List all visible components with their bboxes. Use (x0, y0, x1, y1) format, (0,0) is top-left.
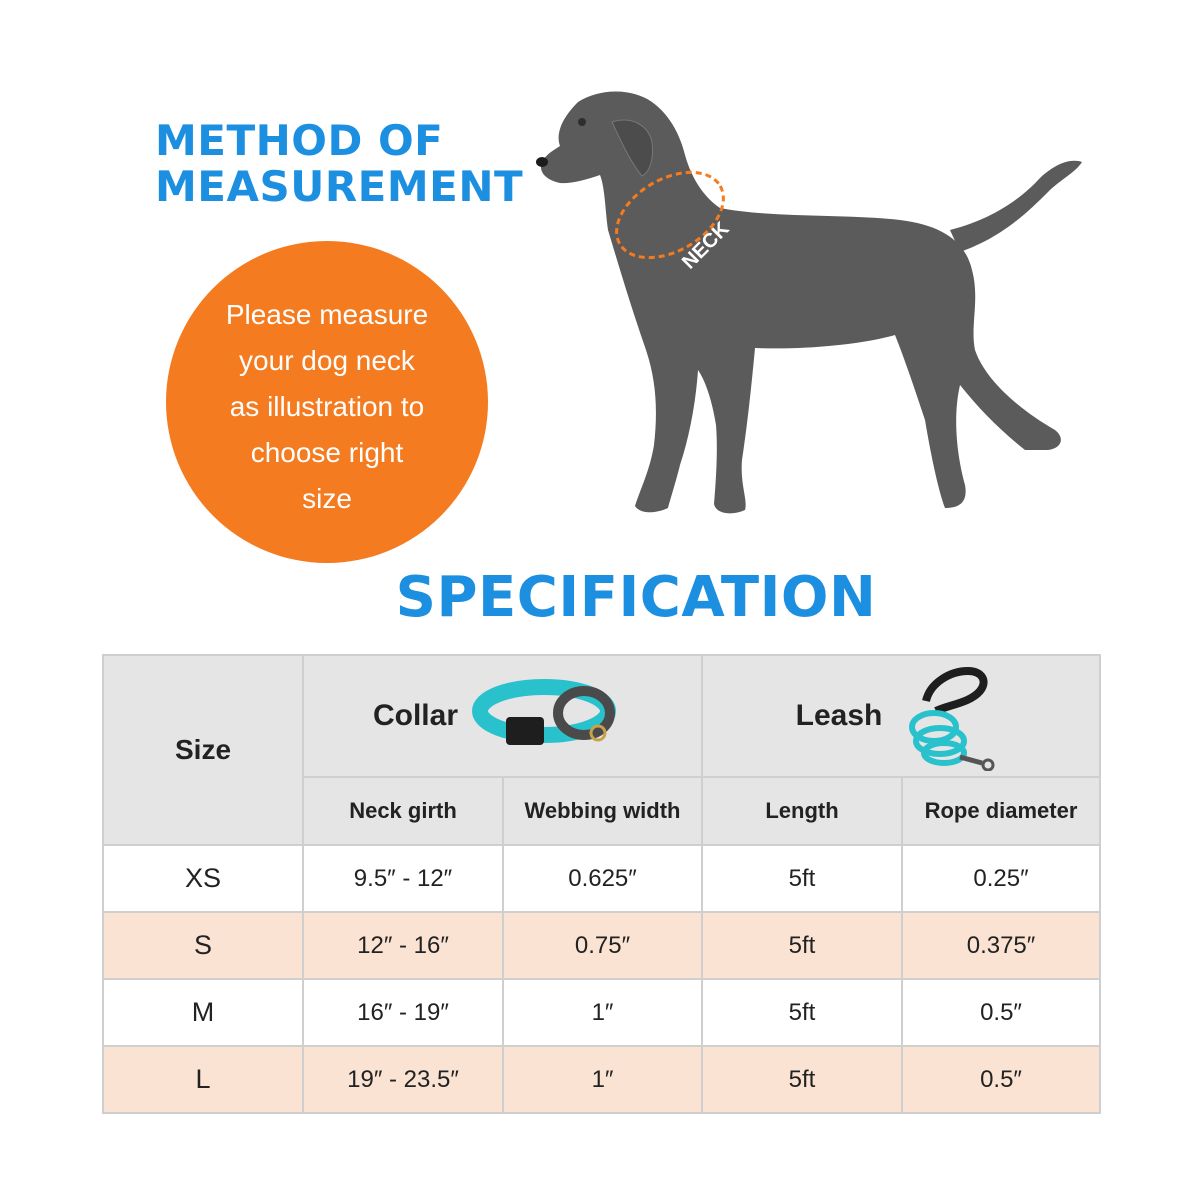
method-title-line1: METHOD OF (155, 116, 444, 165)
size-header: Size (174, 734, 232, 765)
webbing-width-header (503, 777, 702, 845)
dog-body (541, 92, 1061, 514)
webbing-width-cell: 1″ (503, 979, 702, 1046)
neck-girth-cell: 9.5″ - 12″ (303, 845, 503, 912)
length-cell: 5ft (702, 1046, 902, 1113)
rope-diameter-cell: 0.5″ (902, 1046, 1100, 1113)
instruction-circle (166, 241, 488, 563)
collar-header-cell (303, 655, 702, 777)
method-title-line2: MEASUREMENT (155, 162, 524, 211)
neck-girth-header (303, 777, 503, 845)
webbing-width-cell: 0.75″ (503, 912, 702, 979)
sub-header-label: Neck girth (349, 798, 457, 823)
length-cell: 5ft (702, 912, 902, 979)
dog-illustration (520, 80, 1090, 530)
sub-header-label: Length (765, 798, 839, 823)
rope-diameter-header (902, 777, 1100, 845)
table-row (103, 845, 1100, 912)
length-header (702, 777, 902, 845)
webbing-width-cell: 1″ (503, 1046, 702, 1113)
specification-title: SPECIFICATION (395, 565, 877, 630)
neck-label: NECK (677, 217, 734, 274)
collar-header: Collar (372, 699, 459, 732)
method-of-measurement-title (155, 118, 523, 210)
leash-icon (896, 661, 1006, 771)
dog-tail (950, 161, 1082, 252)
sub-header-label: Webbing width (524, 798, 681, 823)
dog-eye (578, 118, 586, 126)
neck-girth-cell: 12″ - 16″ (303, 912, 503, 979)
size-cell: S (103, 912, 303, 979)
dog-nose (536, 157, 548, 167)
table-row (103, 979, 1100, 1046)
rope-diameter-cell: 0.25″ (902, 845, 1100, 912)
length-cell: 5ft (702, 979, 902, 1046)
webbing-width-cell: 0.625″ (503, 845, 702, 912)
collar-icon (472, 673, 632, 759)
length-cell: 5ft (702, 845, 902, 912)
neck-girth-cell: 19″ - 23.5″ (303, 1046, 503, 1113)
instruction-text: Please measure your dog neck as illustration to choose right size (225, 299, 429, 514)
size-cell: M (103, 979, 303, 1046)
sub-header-label: Rope diameter (924, 798, 1078, 823)
rope-diameter-cell: 0.375″ (902, 912, 1100, 979)
size-cell: L (103, 1046, 303, 1113)
size-header-cell (103, 655, 303, 845)
leash-header: Leash (795, 699, 883, 732)
leash-header-cell (702, 655, 1100, 777)
table-row (103, 1046, 1100, 1113)
neck-girth-cell: 16″ - 19″ (303, 979, 503, 1046)
table-row (103, 912, 1100, 979)
size-chart-table (102, 654, 1101, 1114)
size-cell: XS (103, 845, 303, 912)
rope-diameter-cell: 0.5″ (902, 979, 1100, 1046)
